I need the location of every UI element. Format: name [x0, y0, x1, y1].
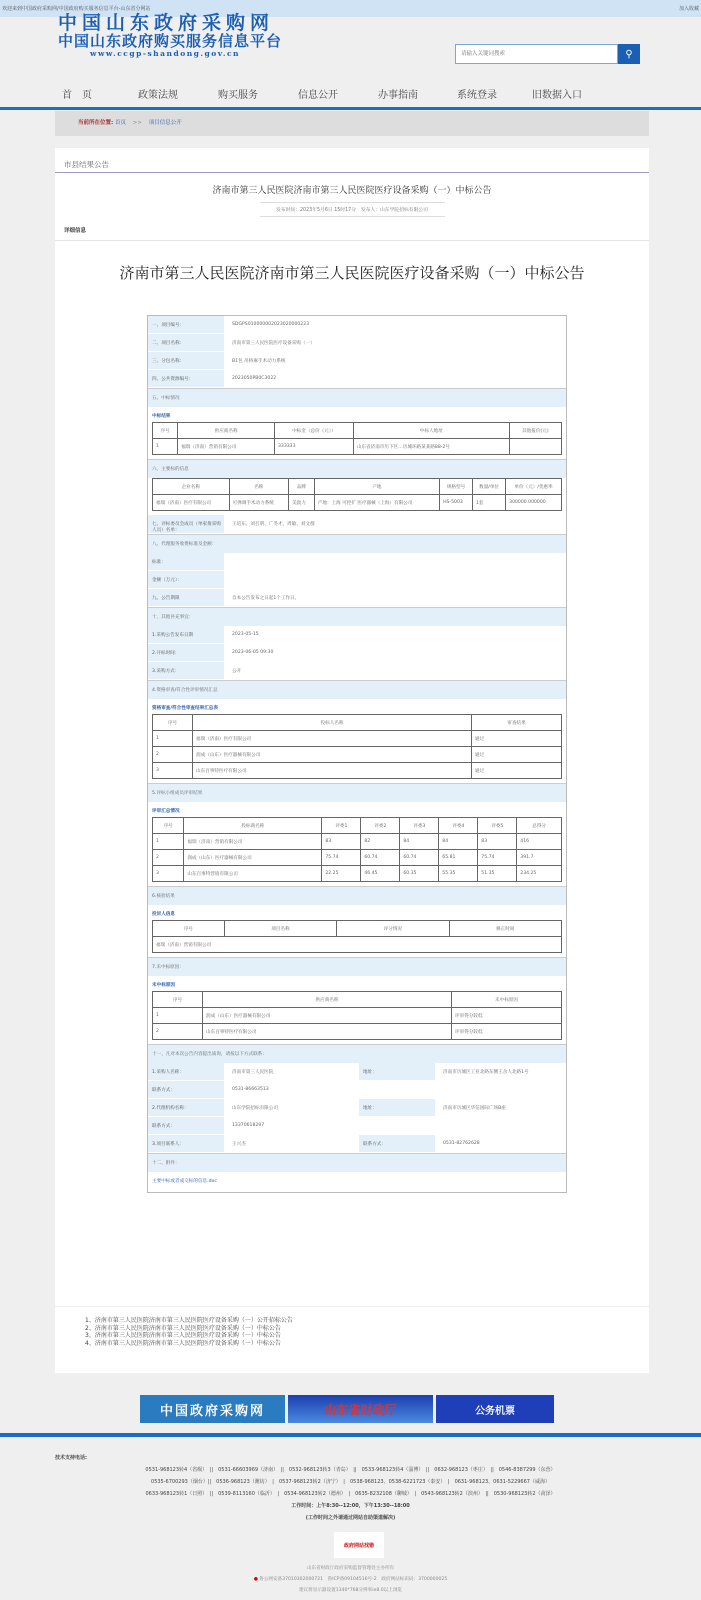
col-header: 产地 [314, 479, 439, 495]
footer [0, 1452, 701, 1524]
police-badge-icon: ● [253, 1577, 258, 1582]
col-header: 品牌 [289, 479, 315, 495]
related-link[interactable]: 1、济南市第三人民医院济南市第三人民医院医疗设备采购（一）公开招标公告 [85, 1317, 293, 1324]
nav-login[interactable]: 系统登录 [457, 90, 497, 101]
breadcrumb-label: 当前所在位置: [78, 120, 114, 126]
breadcrumb-separator: >> [132, 120, 142, 126]
col-header: 序号 [153, 423, 178, 439]
work-hours: 工作时间：上午8:30--12:00，下午13:30--18:00 [291, 1503, 410, 1509]
col-header: 其他报价(元) [509, 423, 561, 439]
cell: 82 [361, 834, 400, 850]
info-value: 济南市第三人民医院医疗设备采购（一） [232, 341, 315, 346]
support-phones: 0633-968123转1（日照） || 0539-8113160（临沂） | 0534-968123转2（德州） | 0635-8232108（聊城） | 0543-968123转2（滨州） || 0530-968123转2（菏泽） [145, 1491, 556, 1497]
section-header: 五、中标情况 [148, 388, 566, 407]
col-header: 未中标原因 [452, 992, 562, 1008]
cell: 65.81 [439, 850, 478, 866]
col-header: 评委5 [478, 818, 517, 834]
info-label: 九、公告期限 [148, 589, 224, 606]
cell: 可弹调手术动力系统 [229, 495, 289, 511]
contact-value: 济南市第三人民医院 [232, 1070, 274, 1075]
table-row [153, 763, 562, 779]
info-label: 一、项目编号： [148, 316, 224, 333]
breadcrumb-current[interactable]: 项目信息公开 [148, 120, 182, 126]
cell: 83 [478, 834, 517, 850]
info-value: 2023-06-05 09:30 [232, 650, 274, 655]
col-header: 评委1 [322, 818, 361, 834]
info-row [148, 662, 566, 680]
info-label: 七、评标委员会成员（单家推采购人员）名单： [148, 515, 224, 533]
cell: 润成（山东）医疗器械有限公司 [203, 1008, 452, 1024]
info-value: 2023-05-15 [232, 632, 259, 637]
subsection-title: 投诉人信息 [152, 912, 175, 917]
announcement-table [147, 315, 567, 1193]
table-row [153, 834, 562, 850]
cell: 46.45 [361, 866, 400, 882]
section-header: 6.核验结果 [148, 886, 566, 905]
section-header: 7.未中标原因： [148, 957, 566, 976]
contact-label: 联系方式： [359, 1135, 435, 1152]
cell: 山东省济南市历下区…历城环路某某路88-2号 [353, 439, 509, 455]
section-header: 5.评标小组成员评审结果 [148, 783, 566, 802]
nav-divider [0, 107, 701, 110]
info-value: 自本公告发布之日起1个工作日。 [232, 596, 300, 601]
info-label: 金额（万元）： [148, 571, 224, 588]
winning-result-table [152, 422, 562, 455]
cell: 1 [153, 834, 184, 850]
gov-site-error-badge[interactable]: 政府网站找错 [334, 1532, 384, 1558]
site-logo[interactable] [58, 14, 282, 58]
cell: 22.25 [322, 866, 361, 882]
info-value: SDGPS010000002023020000223 [232, 322, 310, 327]
contact-row [148, 1117, 566, 1135]
table-row [153, 747, 562, 763]
info-label: 二、项目名称： [148, 334, 224, 351]
contact-value: 0531-86663513 [232, 1087, 269, 1092]
contact-label: 2.代理机构名称： [148, 1099, 224, 1116]
support-phones: 0531-968123转4（省级） || 0531-66603969（济南） || 0532-968123转3（青岛） || 0533-968123转4（淄博） || 0632-968123（枣庄） || 0546-8387299（东营） [145, 1467, 556, 1473]
losing-reason-table [152, 991, 562, 1040]
fee-row [148, 571, 566, 589]
info-value: 2023050PB0C3022 [232, 376, 277, 381]
info-label: 2.开标时间： [148, 644, 224, 661]
nav-old-data[interactable]: 旧数据入口 [532, 90, 582, 101]
col-header: 规格型号 [440, 479, 473, 495]
copyright [0, 1563, 701, 1596]
nav-purchase-service[interactable]: 购买服务 [218, 90, 258, 101]
cell: 51.35 [478, 866, 517, 882]
footer-divider [0, 1433, 701, 1437]
cell: 福瑞（济南）医疗有限公司 [193, 731, 472, 747]
partner-banners [140, 1395, 554, 1423]
table-row [153, 1008, 562, 1024]
section-title: 市县结果公告 [55, 148, 649, 173]
cell: 润成（山东）医疗器械有限公司 [184, 850, 322, 866]
committee-row [148, 515, 566, 534]
table-row [153, 850, 562, 866]
logo-line-1: 中国山东政府采购网 [58, 12, 275, 34]
cell: 1 [153, 1008, 203, 1024]
support-phones: 0535-6700293（烟台）|| 0536-968123（潍坊） | 0537-968123转2（济宁） | 0538-968123、0538-6221723（泰安） | 0631-968123、0631-5229667（威海） [151, 1479, 550, 1485]
col-header: 中标人地址 [353, 423, 509, 439]
search-input[interactable] [455, 44, 618, 64]
doc-big-title: 济南市第三人民医院济南市第三人民医院医疗设备采购（一）中标公告 [119, 264, 585, 282]
cell: 55.35 [439, 866, 478, 882]
contact-label: 地址： [359, 1099, 435, 1116]
info-label: 三、分包名称： [148, 352, 224, 369]
complainant-table [152, 920, 562, 953]
section-header: 4.资格审查/符合性评审情况汇总 [148, 680, 566, 699]
col-header: 评委2 [361, 818, 400, 834]
cell: 60.74 [361, 850, 400, 866]
cell: 75.74 [322, 850, 361, 866]
info-value: 王培东、刘召明、广冬才、周敏、刘文群 [232, 522, 315, 527]
info-value: B1包 吊桥麻手术动力系统 [232, 359, 286, 364]
info-row [148, 334, 566, 352]
cell [509, 439, 561, 455]
cell: 60.35 [400, 866, 439, 882]
col-header: 序号 [153, 715, 193, 731]
nav-guide[interactable]: 办事指南 [378, 90, 418, 101]
nav-home[interactable]: 首 页 [62, 90, 92, 101]
cell: 83 [322, 834, 361, 850]
col-header: 总得分 [517, 818, 562, 834]
cell: 福瑞（济南）营销有限公司 [153, 937, 562, 953]
col-header: 中标金（总价（元）） [274, 423, 353, 439]
cell: 416 [517, 834, 562, 850]
section-header: 八、代理服务收费标准及金额： [148, 534, 566, 553]
cell: 75.74 [478, 850, 517, 866]
attachment-link[interactable]: 主要中标或者成交标的信息.doc [152, 1179, 217, 1184]
related-link[interactable]: 4、济南市第三人民医院济南市第三人民医院医疗设备采购（一）中标公告 [85, 1339, 281, 1347]
col-header: 项目名称 [224, 921, 336, 937]
col-header: 评委3 [400, 818, 439, 834]
contact-value: 山东学院招标有限公司 [232, 1106, 278, 1111]
col-header: 序号 [153, 992, 203, 1008]
cell: 山东百事特营销有限公司 [184, 866, 322, 882]
doc-meta: 发布时间：2023年5月6日 15时17分 发布人：山东学院招标有限公司 [260, 202, 445, 217]
cell: 评审得分较低 [452, 1008, 562, 1024]
cell: 2 [153, 850, 184, 866]
contact-label: 地址： [359, 1063, 435, 1080]
cell: 美敦力 [289, 495, 315, 511]
doc-title: 济南市第三人民医院济南市第三人民医院医疗设备采购（一）中标公告 [212, 186, 492, 196]
cell: 84 [439, 834, 478, 850]
cell: 234.25 [517, 866, 562, 882]
nav-info-public[interactable]: 信息公开 [298, 90, 338, 101]
cell: 1 [153, 439, 178, 455]
col-header: 投标商名称 [184, 818, 322, 834]
logo-url: www.ccgp-shandong.gov.cn [90, 49, 240, 58]
fee-row [148, 553, 566, 571]
col-header: 供应商名称 [178, 423, 275, 439]
info-row [148, 316, 566, 334]
col-header: 数量/单位 [472, 479, 505, 495]
col-header: 单价（元）/优惠率 [506, 479, 562, 495]
col-header: 企业名称 [153, 479, 230, 495]
qualification-table [152, 714, 562, 779]
nav-policy[interactable]: 政策法规 [138, 90, 178, 101]
related-link[interactable]: 2、济南市第三人民医院济南市第三人民医院医疗设备采购（一）中标公告 [85, 1324, 281, 1332]
main-items-table [152, 478, 562, 511]
breadcrumb [55, 111, 649, 136]
main-nav [0, 86, 701, 106]
contact-label: 联系方式： [148, 1081, 224, 1098]
cell: 333333 [274, 439, 353, 455]
subsection-title: 未中标原因 [152, 983, 175, 988]
search-bar [455, 44, 640, 64]
contact-row [148, 1081, 566, 1099]
table-row [153, 731, 562, 747]
cell: 评审得分较低 [452, 1024, 562, 1040]
score-table [152, 817, 562, 882]
section-header: 六、主要标的信息 [148, 459, 566, 478]
search-button[interactable] [618, 44, 640, 64]
police-record [0, 1574, 701, 1585]
cell: 60.74 [400, 850, 439, 866]
cell: 润成（山东）医疗器械有限公司 [193, 747, 472, 763]
info-label: 四、公共资源编号： [148, 370, 224, 387]
cell: 福瑞（济南）营销有限公司 [178, 439, 275, 455]
banner-air-tickets[interactable]: 公务机票 [436, 1395, 554, 1423]
info-row [148, 626, 566, 644]
subsection-title: 资格审查/符合性审查结果汇总表 [152, 706, 218, 711]
contact-value: 济南市历城区华信国际广场B座 [443, 1106, 506, 1111]
cell: 1 [153, 731, 193, 747]
section-header: 十、其他补充事宜： [148, 607, 566, 626]
welcome-text: 欢迎来到中国政府采购网/中国政府购买服务信息平台-山东省分网站 [2, 6, 151, 12]
support-title: 技术支持电话: [55, 1455, 88, 1461]
cell: 产地：上海 可控扩 医疗器械（上海）有限公司 [314, 495, 439, 511]
cell: 300000.000000 [506, 495, 562, 511]
contact-value: 王兴杰 [232, 1142, 246, 1147]
contact-row [148, 1099, 566, 1117]
banner-ccgp[interactable]: 中国政府采购网 [140, 1395, 285, 1423]
logo-line-2: 中国山东政府购买服务信息平台 [58, 32, 283, 50]
related-announcements [55, 1306, 649, 1347]
info-row [148, 644, 566, 662]
cell: 通过 [472, 763, 562, 779]
table-row [153, 937, 562, 953]
cell: 3 [153, 866, 184, 882]
contact-value: 0531-82762628 [443, 1141, 480, 1146]
col-header: 修正时间 [449, 921, 561, 937]
col-header: 评分情况 [337, 921, 449, 937]
col-header: 审查结果 [472, 715, 562, 731]
work-hours-note: (工作时间之外请通过网站自助渠道解决) [305, 1515, 396, 1521]
main-content [55, 148, 649, 1373]
contact-value: 13370618297 [232, 1123, 265, 1128]
contact-row [148, 1063, 566, 1081]
cell: 山东百事特医疗有限公司 [203, 1024, 452, 1040]
info-label: 1.采购公告发布日期 [148, 626, 224, 643]
info-row [148, 352, 566, 370]
section-header: 十一、凡对本次公告内容提出质询，请按以下方式联系： [148, 1044, 566, 1063]
cell: 福瑞（济南）医疗有限公司 [153, 495, 230, 511]
copyright-line: 山东省财政厅政府采购监督管理处主办所有 [306, 1566, 395, 1571]
cell: 福瑞（济南）营销有限公司 [184, 834, 322, 850]
cell: 3 [153, 763, 193, 779]
contact-row [148, 1135, 566, 1153]
col-header: 供应商名称 [203, 992, 452, 1008]
cell: 2 [153, 1024, 203, 1040]
banner-finance-dept[interactable]: 山东省财政厅 [288, 1395, 433, 1423]
detail-label: 详细信息 [55, 217, 649, 241]
contact-label: 联系方式： [148, 1117, 224, 1134]
cell: 84 [400, 834, 439, 850]
cell: 山东百事特医疗有限公司 [193, 763, 472, 779]
table-row [153, 866, 562, 882]
table-row [153, 1024, 562, 1040]
period-row [148, 589, 566, 607]
col-header: 序号 [153, 921, 225, 937]
info-row [148, 370, 566, 388]
info-label: 标准： [148, 553, 224, 570]
cell: 391.7 [517, 850, 562, 866]
related-link[interactable]: 3、济南市第三人民医院济南市第三人民医院医疗设备采购（一）中标公告 [85, 1332, 281, 1339]
breadcrumb-home[interactable]: 首页 [114, 120, 126, 126]
cell: 通过 [472, 731, 562, 747]
section-header: 十二、附件： [148, 1153, 566, 1172]
subsection-title: 中标结果 [152, 414, 171, 419]
cell: 2 [153, 747, 193, 763]
info-label: 3.采购方式： [148, 662, 224, 679]
col-header: 序号 [153, 818, 184, 834]
table-row [153, 495, 562, 511]
contact-label: 1.采购人名称： [148, 1063, 224, 1080]
add-favorite-link[interactable]: 加入收藏 [678, 6, 699, 12]
cell: 通过 [472, 747, 562, 763]
col-header: 评委4 [439, 818, 478, 834]
contact-label: 3.项目联系人： [148, 1135, 224, 1152]
col-header: 名称 [229, 479, 289, 495]
search-icon: ⚲ [625, 48, 633, 60]
subsection-title: 评审汇总情况 [152, 809, 180, 814]
table-row [153, 439, 562, 455]
cell: 1套 [472, 495, 505, 511]
contact-value: 济南市历城区工业北路东侧王舍人北路1号 [443, 1070, 529, 1075]
browser-tip: 建议将显示器设置1340*768分辨率ie8.0以上浏览 [298, 1588, 403, 1593]
col-header: 投标人名称 [193, 715, 472, 731]
record-text: 鲁公网安备37010302000721 鲁ICP备09104516号-2 政府网站标识码：3700000025 [259, 1577, 448, 1582]
info-value: 公开 [232, 669, 242, 674]
cell: HS-5003 [440, 495, 473, 511]
